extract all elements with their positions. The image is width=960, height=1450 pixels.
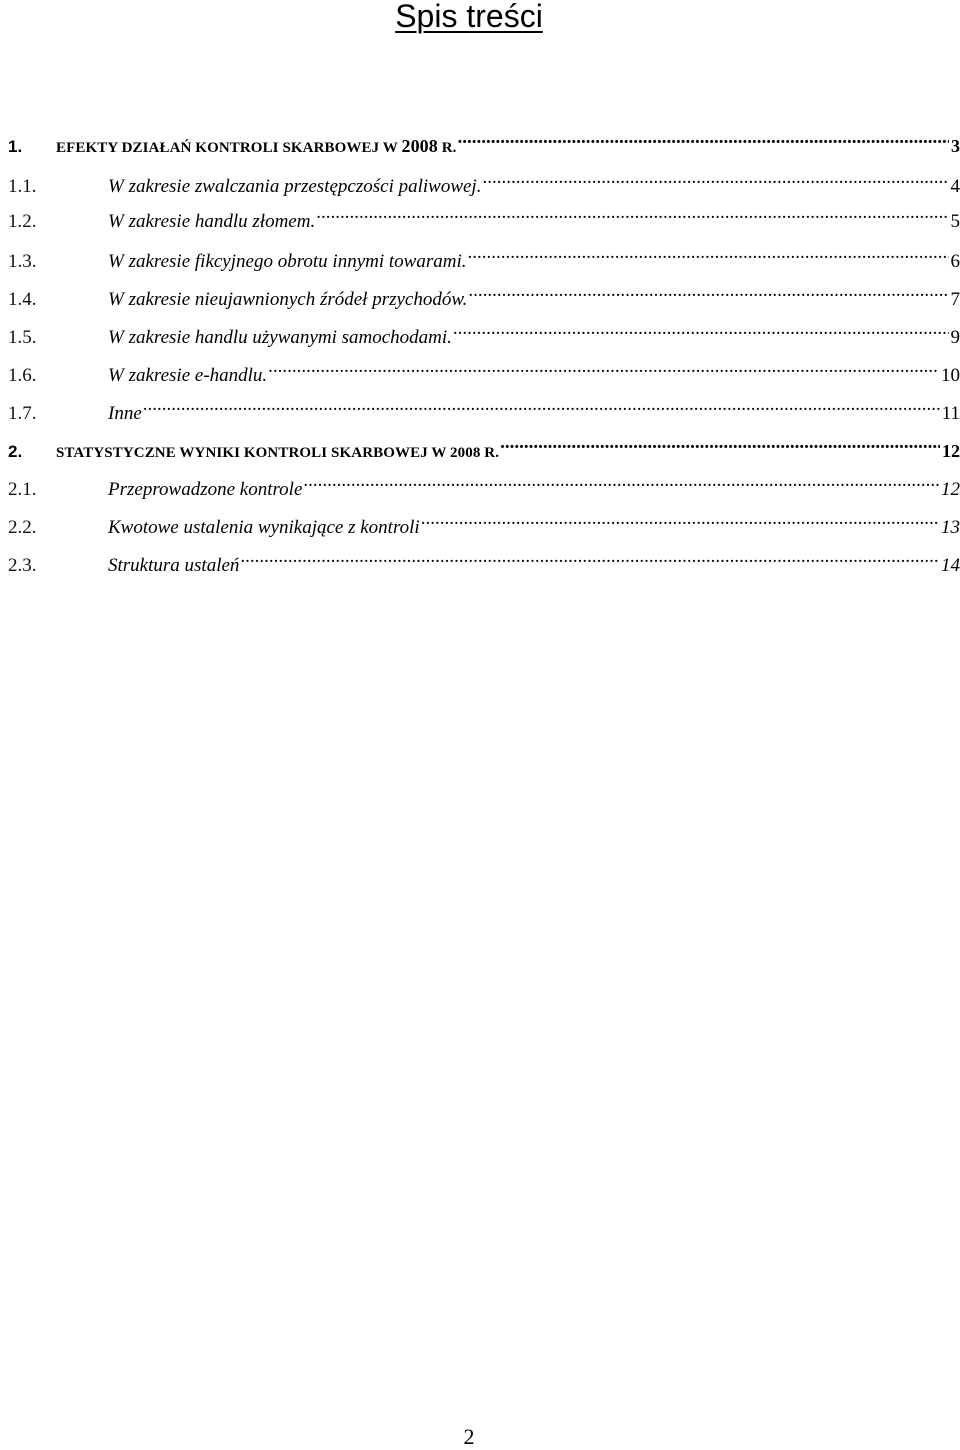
toc-entry[interactable] <box>8 203 960 232</box>
toc-dot-leader <box>458 128 949 152</box>
toc-entry-number: 2.2. <box>8 517 37 538</box>
page-number: 2 <box>463 1424 475 1449</box>
toc-dot-leader <box>467 243 948 267</box>
toc-entry-number: 1.3. <box>8 251 37 272</box>
page-title: Spis treści <box>395 0 543 34</box>
toc-dot-leader <box>303 471 939 495</box>
toc-entry-number: 2.3. <box>8 555 37 576</box>
toc-entry-number: 1.4. <box>8 289 37 310</box>
toc-entry[interactable] <box>8 395 960 424</box>
toc-entry-title: W zakresie zwalczania przestępczości paliwowej. <box>108 176 482 197</box>
toc-entry-page: 10 <box>941 365 960 386</box>
toc-entry[interactable] <box>8 509 960 538</box>
toc-entry-title: STATYSTYCZNE WYNIKI KONTROLI SKARBOWEJ W 2008 R. <box>56 445 500 461</box>
toc-entry-title: W zakresie handlu używanymi samochodami. <box>108 327 452 348</box>
toc-entry[interactable] <box>8 128 960 156</box>
toc-entry-number: 2. <box>8 442 23 461</box>
toc-dot-leader <box>240 547 939 571</box>
toc-entry-title-part: R. <box>437 140 457 156</box>
toc-entry[interactable] <box>8 319 960 348</box>
toc-entry-number: 1.2. <box>8 211 37 232</box>
toc-entry-title <box>56 134 458 160</box>
toc-entry[interactable] <box>8 547 960 576</box>
toc-entry-number: 1.6. <box>8 365 37 386</box>
toc-entry-title: W zakresie e-handlu. <box>108 365 268 386</box>
toc-entry-title: Inne <box>108 403 142 424</box>
toc-entry-page: 3 <box>951 136 960 156</box>
toc-entry-number: 1.7. <box>8 403 37 424</box>
toc-entry[interactable] <box>8 471 960 500</box>
toc-entry-title-year: 2008 <box>401 136 438 156</box>
toc-entry-page: 11 <box>941 403 960 424</box>
toc-dot-leader <box>482 168 948 192</box>
toc-dot-leader <box>316 203 948 227</box>
toc-entry-page: 4 <box>950 176 960 197</box>
toc-entry-page: 5 <box>950 211 960 232</box>
toc-entry[interactable] <box>8 357 960 386</box>
toc-entry-page: 6 <box>950 251 960 272</box>
toc-entry-page: 12 <box>942 441 960 461</box>
toc-dot-leader <box>468 281 948 305</box>
toc-entry[interactable] <box>8 433 960 461</box>
toc-entry-title: W zakresie fikcyjnego obrotu innymi towarami. <box>108 251 467 272</box>
toc-entry-page: 14 <box>941 555 960 576</box>
toc-entry[interactable] <box>8 243 960 272</box>
toc-entry-page: 7 <box>950 289 960 310</box>
toc-dot-leader <box>453 319 949 343</box>
toc-entry-title-part: EFEKTY DZIAŁAŃ KONTROLI SKARBOWEJ W <box>56 140 402 156</box>
toc-entry-page: 13 <box>941 517 960 538</box>
toc-entry-number: 1.1. <box>8 176 37 197</box>
toc-entry[interactable] <box>8 168 960 197</box>
toc-entry-number: 1.5. <box>8 327 37 348</box>
toc-entry-page: 12 <box>941 479 960 500</box>
toc-dot-leader <box>143 395 940 419</box>
toc-entry-title: W zakresie handlu złomem. <box>108 211 316 232</box>
toc-entry-title: Kwotowe ustalenia wynikające z kontroli <box>108 517 420 538</box>
toc-dot-leader <box>500 433 940 457</box>
toc-dot-leader <box>421 509 939 533</box>
toc-entry[interactable] <box>8 281 960 310</box>
toc-entry-number: 2.1. <box>8 479 37 500</box>
toc-entry-title: W zakresie nieujawnionych źródeł przychodów. <box>108 289 468 310</box>
toc-entry-page: 9 <box>950 327 960 348</box>
toc-entry-title: Struktura ustaleń <box>108 555 240 576</box>
toc-entry-number: 1. <box>8 137 23 156</box>
toc-entry-title: Przeprowadzone kontrole <box>108 479 303 500</box>
toc-dot-leader <box>268 357 939 381</box>
